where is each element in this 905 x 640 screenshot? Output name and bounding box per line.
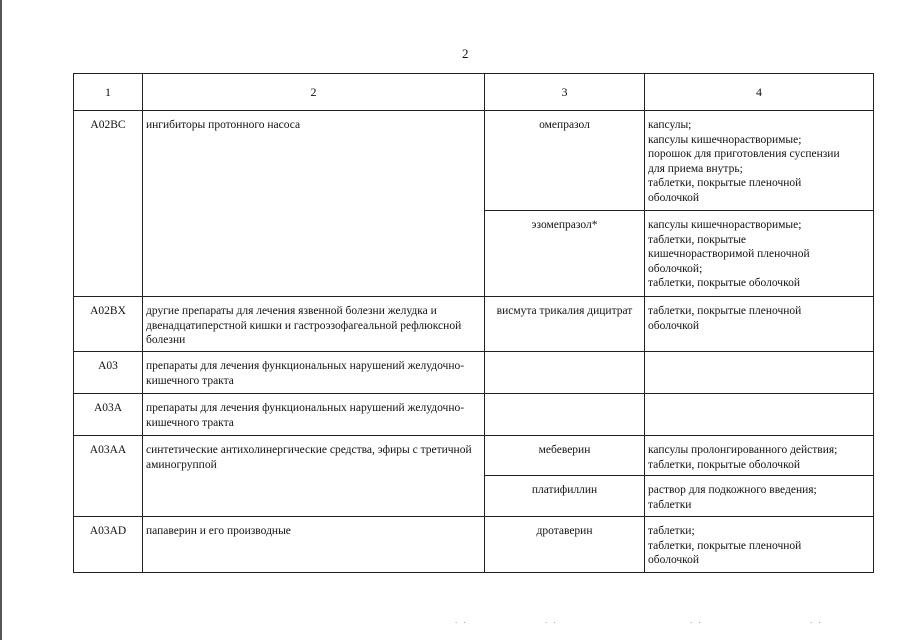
atc-code: A02BX bbox=[74, 297, 143, 352]
dosage-form-line: таблетки, покрытые пленочной bbox=[648, 177, 802, 190]
dosage-form-line: таблетки, покрытые пленочной bbox=[648, 305, 802, 317]
atc-code: A02BC bbox=[74, 111, 143, 297]
column-header: 3 bbox=[485, 74, 645, 111]
atc-code: A03AA bbox=[74, 436, 143, 517]
dosage-form-line: таблетки; bbox=[648, 525, 695, 537]
drug-table bbox=[73, 73, 874, 573]
group-name: другие препараты для лечения язвенной болезни желудка и двенадцатиперстной кишки и гастроэзофагеальной рефлюксной болезни bbox=[143, 297, 485, 352]
table-row bbox=[74, 517, 874, 573]
atc-code: A03A bbox=[74, 394, 143, 436]
dosage-forms bbox=[645, 394, 874, 436]
dosage-form-line: капсулы пролонгированного действия; bbox=[648, 444, 838, 456]
group-name: синтетические антихолинергические средства, эфиры с третичной аминогруппой bbox=[143, 436, 485, 517]
dosage-forms bbox=[645, 476, 874, 517]
dosage-form-line: оболочкой bbox=[648, 191, 700, 204]
table-row bbox=[74, 394, 874, 436]
dosage-form-line: таблетки, покрытые оболочкой bbox=[648, 458, 800, 471]
dosage-form-line: раствор для подкожного введения; bbox=[648, 484, 817, 496]
dosage-forms bbox=[645, 211, 874, 297]
scan-artifact: . . bbox=[545, 615, 558, 625]
dosage-form-line: капсулы; bbox=[648, 119, 692, 131]
dosage-form-line: таблетки, покрытые оболочкой bbox=[648, 277, 800, 290]
dosage-forms bbox=[645, 111, 874, 211]
dosage-form-line: таблетки bbox=[648, 498, 692, 511]
table-row bbox=[74, 297, 874, 352]
page-edge bbox=[0, 0, 2, 640]
page-number: 2 bbox=[462, 46, 469, 61]
dosage-form-line: оболочкой; bbox=[648, 262, 703, 275]
table-header-row bbox=[74, 74, 874, 111]
drug-name: висмута трикалия дицитрат bbox=[485, 297, 645, 352]
drug-name bbox=[485, 394, 645, 436]
atc-code: A03 bbox=[74, 352, 143, 394]
dosage-forms bbox=[645, 517, 874, 573]
atc-code: A03AD bbox=[74, 517, 143, 573]
group-name: препараты для лечения функциональных нарушений желудочно-кишечного тракта bbox=[143, 352, 485, 394]
scan-artifact: . . bbox=[455, 615, 468, 625]
dosage-form-line: кишечнорастворимой пленочной bbox=[648, 248, 810, 261]
dosage-form-line: капсулы кишечнорастворимые; bbox=[648, 219, 802, 231]
dosage-form-line: оболочкой bbox=[648, 554, 700, 567]
scan-artifact: . . bbox=[810, 615, 823, 625]
column-header: 4 bbox=[645, 74, 874, 111]
dosage-forms bbox=[645, 297, 874, 352]
table-row bbox=[74, 111, 874, 211]
drug-name: омепразол bbox=[485, 111, 645, 211]
dosage-form-line: таблетки, покрытые bbox=[648, 233, 747, 246]
drug-name: мебеверин bbox=[485, 436, 645, 476]
dosage-forms bbox=[645, 436, 874, 476]
drug-name bbox=[485, 352, 645, 394]
column-header: 1 bbox=[74, 74, 143, 111]
drug-name: платифиллин bbox=[485, 476, 645, 517]
column-header: 2 bbox=[143, 74, 485, 111]
group-name: препараты для лечения функциональных нарушений желудочно-кишечного тракта bbox=[143, 394, 485, 436]
dosage-form-line: оболочкой bbox=[648, 319, 700, 332]
dosage-forms bbox=[645, 352, 874, 394]
dosage-form-line: таблетки, покрытые пленочной bbox=[648, 539, 802, 552]
table-row bbox=[74, 436, 874, 476]
dosage-form-line: для приема внутрь; bbox=[648, 162, 743, 175]
drug-name: дротаверин bbox=[485, 517, 645, 573]
scan-artifact: . . bbox=[690, 615, 703, 625]
dosage-form-line: капсулы кишечнорастворимые; bbox=[648, 133, 802, 146]
group-name: ингибиторы протонного насоса bbox=[143, 111, 485, 297]
group-name: папаверин и его производные bbox=[143, 517, 485, 573]
table-row bbox=[74, 352, 874, 394]
drug-name: эзомепразол* bbox=[485, 211, 645, 297]
dosage-form-line: порошок для приготовления суспензии bbox=[648, 148, 840, 161]
